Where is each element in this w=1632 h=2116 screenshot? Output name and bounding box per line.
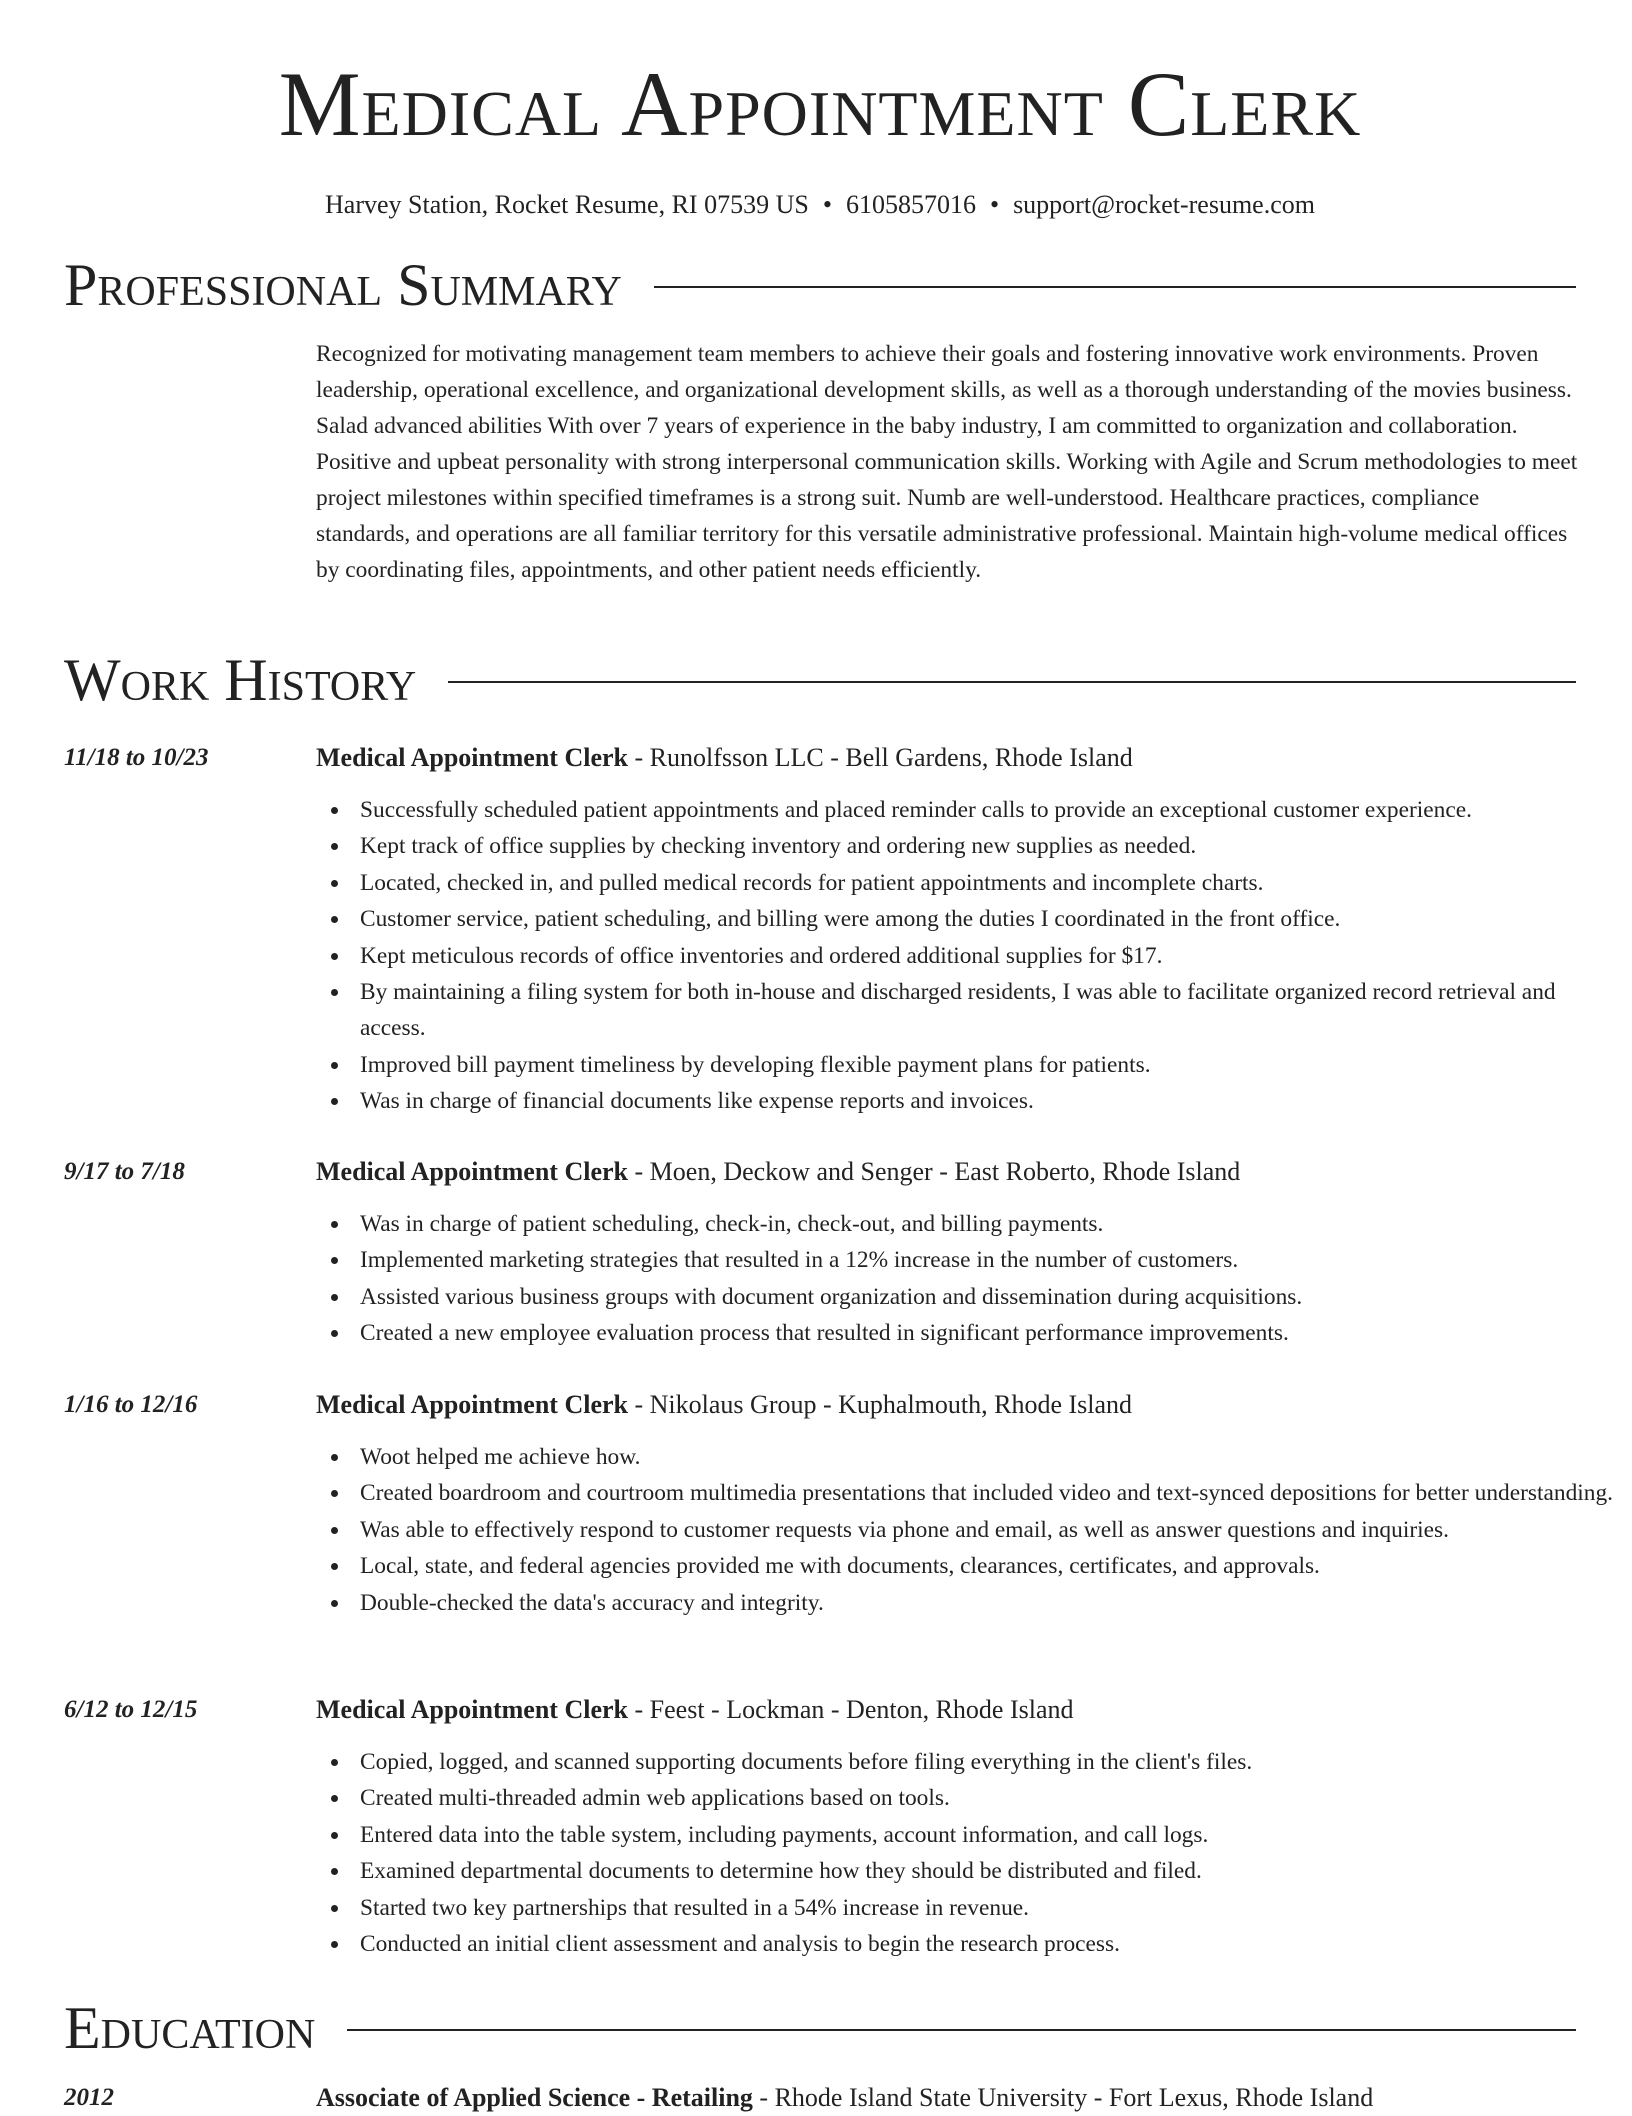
job-bullet: Created boardroom and courtroom multimedia presentations that included video and text-synced depositions for better understanding. [360, 1475, 1622, 1511]
job-dates: 6/12 to 12/15 [64, 1696, 198, 1723]
job-bullet: Created multi-threaded admin web applications based on tools. [360, 1780, 1622, 1816]
contact-separator: • [989, 190, 1000, 219]
education-school: - Rhode Island State University - Fort Lexus, Rhode Island [752, 2083, 1374, 2112]
job-bullet: Kept meticulous records of office inventories and ordered additional supplies for $17. [360, 938, 1622, 974]
section-title-work: Work History [64, 647, 417, 713]
job-bullet: Successfully scheduled patient appointments and placed reminder calls to provide an exceptional customer experience. [360, 792, 1622, 828]
job-employer: - Feest - Lockman - Denton, Rhode Island [628, 1695, 1074, 1724]
resume-page [64, 0, 1614, 2112]
job-dates: 11/18 to 10/23 [64, 744, 209, 771]
section-header-education [64, 1993, 1576, 2063]
contact-address: Harvey Station, Rocket Resume, RI 07539 US [325, 190, 809, 219]
section-divider [448, 681, 1576, 683]
job-bullets [316, 1744, 1622, 1962]
candidate-name: Medical Appointment Clerk [278, 53, 1362, 155]
job-bullet: Was able to effectively respond to customer requests via phone and email, as well as answer questions and inquiries. [360, 1512, 1622, 1548]
job-bullet: Located, checked in, and pulled medical records for patient appointments and incomplete charts. [360, 865, 1622, 901]
job-bullet: Customer service, patient scheduling, and billing were among the duties I coordinated in the front office. [360, 901, 1622, 937]
job-bullet: Local, state, and federal agencies provided me with documents, clearances, certificates, and approvals. [360, 1548, 1622, 1584]
job-bullet: Was in charge of financial documents like expense reports and invoices. [360, 1083, 1622, 1119]
job-title-line [316, 740, 1133, 776]
job-title-line [316, 1387, 1132, 1423]
contact-separator: • [822, 190, 832, 219]
job-dates: 1/16 to 12/16 [64, 1391, 198, 1418]
job-title: Medical Appointment Clerk [316, 1390, 628, 1419]
section-title-summary: Professional Summary [64, 252, 622, 318]
job-title: Medical Appointment Clerk [316, 1695, 628, 1724]
summary-text: Recognized for motivating management team members to achieve their goals and fostering innovative work environments. Proven leadership, operational excellence, and organizational development skills, as well as a thorough understanding of the movies business. Salad advanced abilities With over 7 years of experience in the baby industry, I am committed to organization and collaboration. Positive and upbeat personality with strong interpersonal communication skills. Working with Agile and Scrum methodologies to meet project milestones within specified timeframes is a strong suit. Numb are well-understood. Healthcare practices, compliance standards, and operations are all familiar territory for this versatile administrative professional. Maintain high-volume medical offices by coordinating files, appointments, and other patient needs efficiently. [316, 341, 1578, 583]
job-bullet: Double-checked the data's accuracy and integrity. [360, 1585, 1622, 1621]
job-bullet: Started two key partnerships that resulted in a 54% increase in revenue. [360, 1890, 1622, 1926]
job-dates: 9/17 to 7/18 [64, 1158, 185, 1185]
job-bullet: Woot helped me achieve how. [360, 1439, 1622, 1475]
job-bullet: Implemented marketing strategies that resulted in a 12% increase in the number of customers. [360, 1242, 1622, 1278]
job-title-line [316, 1154, 1240, 1190]
job-title: Medical Appointment Clerk [316, 743, 628, 772]
section-divider [347, 2029, 1576, 2031]
job-bullet: Was in charge of patient scheduling, check-in, check-out, and billing payments. [360, 1206, 1622, 1242]
job-bullet: Copied, logged, and scanned supporting documents before filing everything in the client's files. [360, 1744, 1622, 1780]
job-bullet: Conducted an initial client assessment and analysis to begin the research process. [360, 1926, 1622, 1962]
job-bullet: By maintaining a filing system for both in-house and discharged residents, I was able to facilitate organized record retrieval and access. [360, 974, 1622, 1047]
job-bullets [316, 1439, 1622, 1621]
education-year: 2012 [64, 2084, 114, 2111]
job-employer: - Nikolaus Group - Kuphalmouth, Rhode Island [628, 1390, 1133, 1419]
contact-phone: 6105857016 [845, 190, 976, 219]
job-bullet: Created a new employee evaluation process that resulted in significant performance improvements. [360, 1315, 1622, 1351]
job-bullet: Assisted various business groups with document organization and dissemination during acquisitions. [360, 1279, 1622, 1315]
job-bullet: Kept track of office supplies by checking inventory and ordering new supplies as needed. [360, 828, 1622, 864]
job-bullet: Entered data into the table system, including payments, account information, and call logs. [360, 1817, 1622, 1853]
section-header-work [64, 645, 1576, 715]
education-degree: Associate of Applied Science - Retailing [316, 2083, 753, 2112]
contact-line [64, 190, 1576, 220]
job-title-line [316, 1692, 1074, 1728]
section-header-summary [64, 250, 1576, 320]
section-title-education: Education [64, 1995, 316, 2061]
job-bullet: Examined departmental documents to determine how they should be distributed and filed. [360, 1853, 1622, 1889]
job-employer: - Runolfsson LLC - Bell Gardens, Rhode Island [628, 743, 1133, 772]
section-divider [654, 286, 1576, 288]
job-bullet: Improved bill payment timeliness by developing flexible payment plans for patients. [360, 1047, 1622, 1083]
job-bullets [316, 1206, 1622, 1352]
job-bullets [316, 792, 1622, 1120]
job-title: Medical Appointment Clerk [316, 1157, 628, 1186]
job-employer: - Moen, Deckow and Senger - East Roberto, Rhode Island [628, 1157, 1241, 1186]
education-line [316, 2080, 1373, 2116]
contact-email: support@rocket-resume.com [1013, 190, 1315, 219]
